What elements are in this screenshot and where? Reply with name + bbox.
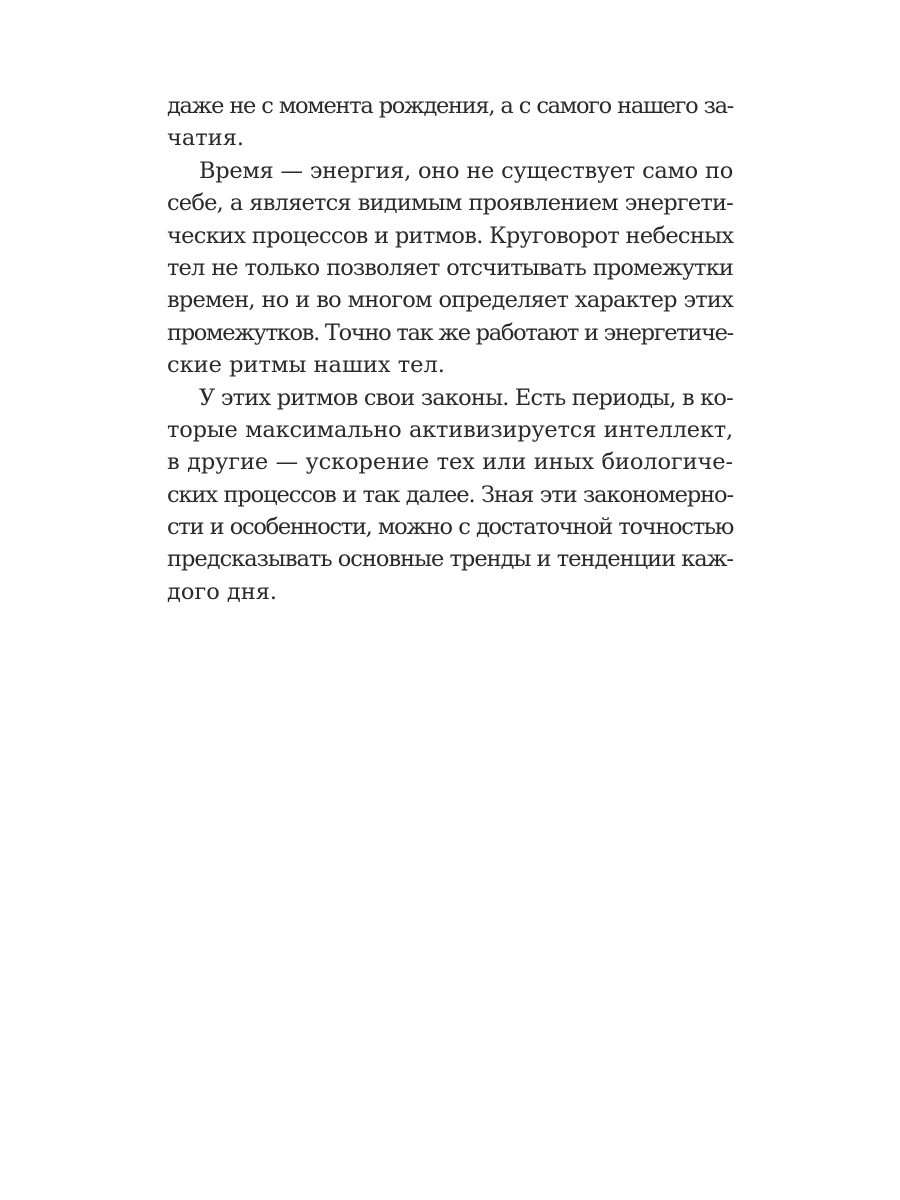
text-line: в другие — ускорение тех или иных биологиче-: [167, 449, 733, 476]
text-line: ческих процессов и ритмов. Круговорот небесных: [167, 222, 734, 249]
text-line: тел не только позволяет отсчитывать промежутки: [167, 254, 733, 281]
text-line: Время — энергия, оно не существует само по: [199, 157, 733, 184]
paragraph-3: [167, 382, 733, 609]
text-line: торые максимально активизируется интеллект,: [167, 416, 733, 443]
text-line: сти и особенности, можно с достаточной точностью: [167, 514, 733, 541]
paragraph-2: [167, 155, 733, 382]
text-line: ские ритмы наших тел.: [167, 352, 445, 379]
text-line: промежутков. Точно так же работают и энергетиче-: [167, 319, 733, 346]
text-line: дого дня.: [167, 578, 278, 605]
text-line: чатия.: [167, 125, 245, 152]
text-line: ских процессов и так далее. Зная эти закономерно-: [167, 481, 733, 508]
paragraph-1: [167, 90, 733, 155]
body-text: [167, 90, 733, 608]
text-line: У этих ритмов свои законы. Есть периоды, в ко-: [199, 384, 733, 411]
text-line: даже не с момента рождения, а с самого нашего за-: [167, 93, 733, 119]
text-line: предсказывать основные тренды и тенденции каж-: [167, 546, 734, 573]
text-line: себе, а является видимым проявлением энергети-: [167, 190, 733, 217]
text-line: времен, но и во многом определяет характер этих: [167, 287, 733, 314]
